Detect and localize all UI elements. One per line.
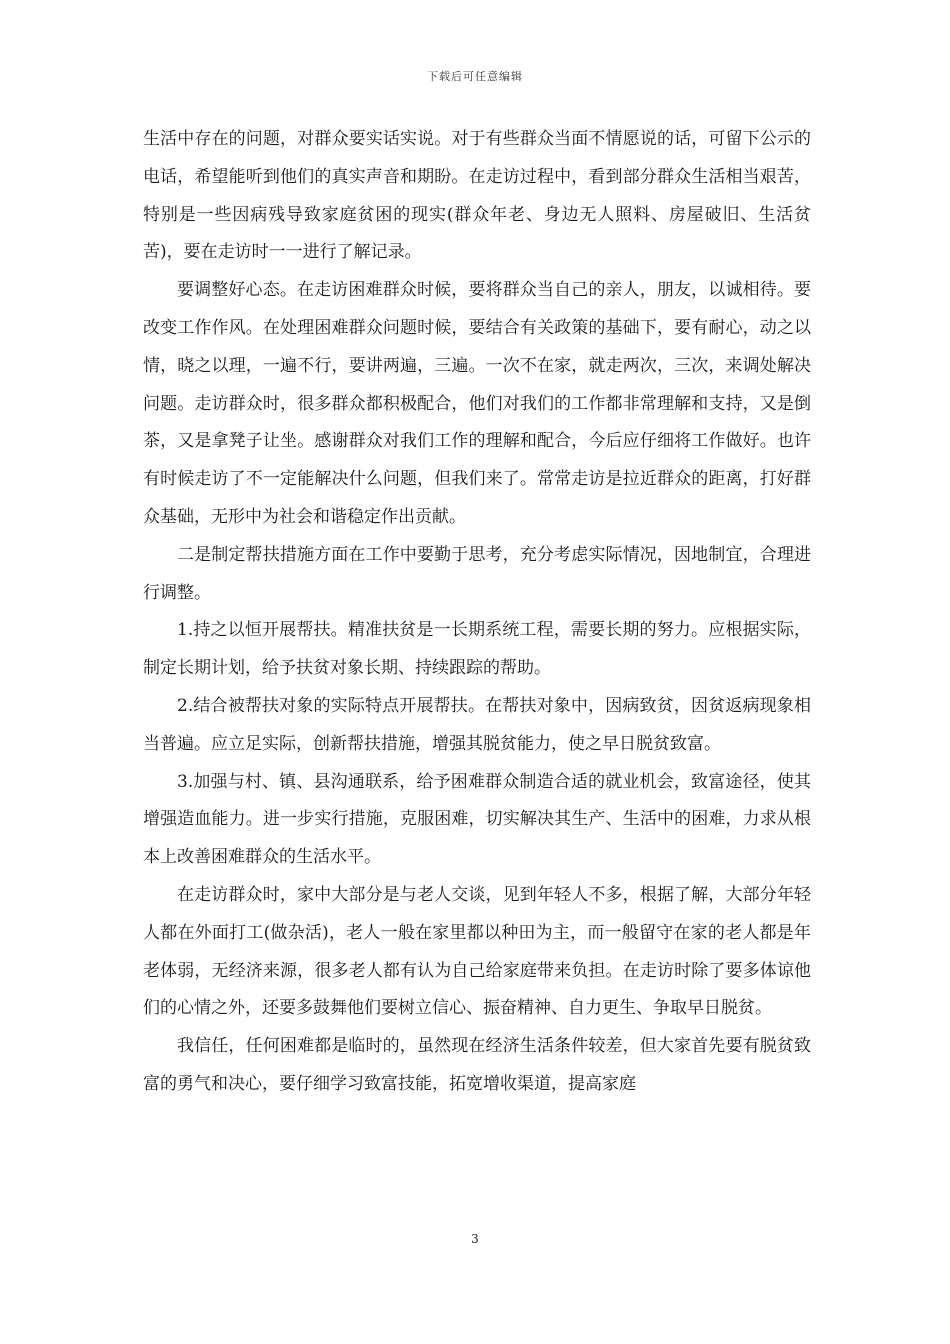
- document-body: [143, 121, 811, 1104]
- page-number: 3: [471, 1232, 479, 1246]
- paragraph-continuation: 生活中存在的问题，对群众要实话实说。对于有些群众当面不情愿说的话，可留下公示的电话，希望能听到他们的真实声音和期盼。在走访过程中，看到部分群众生活相当艰苦，特别是一些因病残导致家庭贫困的现实(群众年老、身边无人照料、房屋破旧、生活贫苦)，要在走访时一一进行了解记录。: [143, 129, 811, 263]
- paragraph: 二是制定帮扶措施方面在工作中要勤于思考，充分考虑实际情况，因地制宜，合理进行调整。: [143, 544, 811, 603]
- paragraph-item-1: 1.持之以恒开展帮扶。精准扶贫是一长期系统工程，需要长期的努力。应根据实际，制定长期计划，给予扶贫对象长期、持续跟踪的帮助。: [143, 620, 811, 679]
- paragraph: 要调整好心态。在走访困难群众时候，要将群众当自己的亲人，朋友，以诚相待。要改变工作作风。在处理困难群众问题时候，要结合有关政策的基础下，要有耐心，动之以情，晓之以理，一遍不行，要讲两遍，三遍。一次不在家，就走两次，三次，来调处解决问题。走访群众时，很多群众都积极配合，他们对我们的工作都非常理解和支持，又是倒茶，又是拿凳子让坐。感谢群众对我们工作的理解和配合，今后应仔细将工作做好。也许有时候走访了不一定能解决什么问题，但我们来了。常常走访是拉近群众的距离，打好群众基础，无形中为社会和谐稳定作出贡献。: [143, 280, 811, 527]
- paragraph: 我信任，任何困难都是临时的，虽然现在经济生活条件较差，但大家首先要有脱贫致富的勇气和决心，要仔细学习致富技能，拓宽增收渠道，提高家庭: [143, 1036, 811, 1094]
- paragraph-item-3: 3.加强与村、镇、县沟通联系，给予困难群众制造合适的就业机会，致富途径，使其增强造血能力。进一步实行措施，克服困难，切实解决其生产、生活中的困难，力求从根本上改善困难群众的生活水平。: [143, 771, 811, 868]
- paragraph: 在走访群众时，家中大部分是与老人交谈，见到年轻人不多，根据了解，大部分年轻人都在外面打工(做杂活)，老人一般在家里都以种田为主，而一般留守在家的老人都是年老体弱，无经济来源，很多老人都有认为自己给家庭带来负担。在走访时除了要多体谅他们的心情之外，还要多鼓舞他们要树立信心、振奋精神、自力更生、争取早日脱贫。: [143, 884, 811, 1019]
- paragraph-item-2: 2.结合被帮扶对象的实际特点开展帮扶。在帮扶对象中，因病致贫，因贫返病现象相当普遍。应立足实际，创新帮扶措施，增强其脱贫能力，使之早日脱贫致富。: [143, 695, 811, 754]
- page-header: 下载后可任意编辑: [427, 70, 523, 83]
